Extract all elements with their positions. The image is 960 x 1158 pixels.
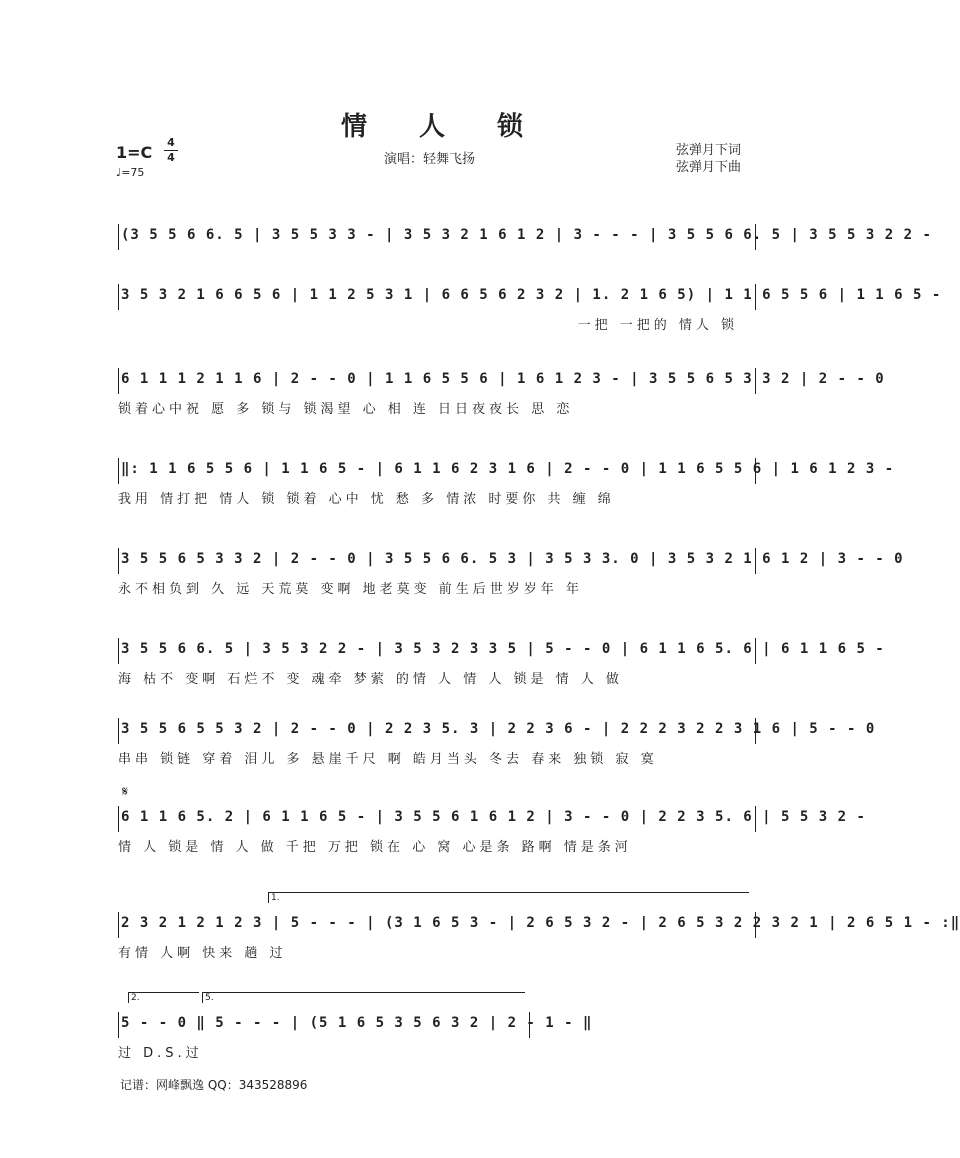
notes-line: 3 5 3 2 1 6 6 5 6 | 1 1 2 5 3 1 | 6 6 5 6 2 3 2 | 1. 2 1 6 5) | 1 1 6 5 5 6 | 1 1 6 5 - [118, 284, 756, 310]
notes-line: 6 1 1 1 2 1 1 6 | 2 - - 0 | 1 1 6 5 5 6 | 1 6 1 2 3 - | 3 5 5 6 5 3 3 2 | 2 - - 0 [118, 368, 756, 394]
lyricist-credit: 弦弹月下词 [676, 143, 742, 158]
notes-line: 3 5 5 6 5 5 3 2 | 2 - - 0 | 2 2 3 5. 3 | 2 2 3 6 - | 2 2 2 3 2 2 3 1 6 | 5 - - 0 [118, 718, 756, 744]
time-signature [164, 137, 178, 164]
segno-sign: 𝄋 [122, 784, 129, 800]
song-title: 情人锁 [340, 112, 575, 142]
volta-bracket-fifth: 5. [202, 992, 525, 1003]
key-signature: 1=C [116, 143, 153, 162]
lyrics-line: 一把 一把的 情人 锁 [577, 318, 738, 333]
lyrics-line: 海 枯不 变啊 石烂不 变 魂牵 梦萦 的情 人 情 人 锁是 情 人 做 [118, 672, 623, 687]
lyrics-line: 情 人 锁是 情 人 做 千把 万把 锁在 心 窝 心是条 路啊 情是条河 [118, 840, 632, 855]
lyrics-line: 永不相负到 久 远 天荒莫 变啊 地老莫变 前生后世岁岁年 年 [118, 582, 583, 597]
time-signature-top: 4 [167, 136, 175, 149]
lyrics-line: 我用 情打把 情人 锁 锁着 心中 忧 愁 多 情浓 时要你 共 缠 绵 [118, 492, 615, 507]
notes-line: 6 1 1 6 5. 2 | 6 1 1 6 5 - | 3 5 5 6 1 6 1 2 | 3 - - 0 | 2 2 3 5. 6 | 5 5 3 2 - [118, 806, 756, 832]
time-signature-bottom: 4 [167, 151, 175, 164]
composer-credit: 弦弹月下曲 [676, 160, 742, 175]
author-credits [676, 142, 741, 176]
notes-line: (3 5 5 6 6. 5 | 3 5 5 3 3 - | 3 5 3 2 1 6 1 2 | 3 - - - | 3 5 5 6 6. 5 | 3 5 5 3 2 2 - [118, 224, 756, 250]
notes-line: 5 - - 0 ‖ 5 - - - | (5 1 6 5 3 5 6 3 2 | 2 - 1 - ‖ [118, 1012, 530, 1038]
notes-line: ‖: 1 1 6 5 5 6 | 1 1 6 5 - | 6 1 1 6 2 3 1 6 | 2 - - 0 | 1 1 6 5 5 6 | 1 6 1 2 3 - [118, 458, 756, 484]
notes-line: 2 3 2 1 2 1 2 3 | 5 - - - | (3 1 6 5 3 - | 2 6 5 3 2 - | 2 6 5 3 2 2 3 2 1 | 2 6 5 1 - :‖ [118, 912, 756, 938]
lyrics-line: 串串 锁链 穿着 泪儿 多 悬崖千尺 啊 皓月当头 冬去 春来 独锁 寂 寞 [118, 752, 658, 767]
singer-credit: 演唱：轻舞飞扬 [384, 152, 476, 167]
volta-bracket-second: 2. [128, 992, 199, 1003]
transcriber-credit: 记谱：网峰飘逸 QQ：343528896 [120, 1078, 308, 1092]
lyrics-line: 锁着心中祝 愿 多 锁与 锁渴望 心 相 连 日日夜夜长 思 恋 [118, 402, 574, 417]
volta-bracket-first: 1. [268, 892, 749, 903]
tempo-mark: ♩=75 [116, 166, 145, 179]
lyrics-line: 过 D.S.过 [118, 1046, 203, 1061]
notes-line: 3 5 5 6 6. 5 | 3 5 3 2 2 - | 3 5 3 2 3 3 5 | 5 - - 0 | 6 1 1 6 5. 6 | 6 1 1 6 5 - [118, 638, 756, 664]
notes-line: 3 5 5 6 5 3 3 2 | 2 - - 0 | 3 5 5 6 6. 5 3 | 3 5 3 3. 0 | 3 5 3 2 1 6 1 2 | 3 - - 0 [118, 548, 756, 574]
lyrics-line: 有情 人啊 快来 趟 过 [118, 946, 287, 961]
